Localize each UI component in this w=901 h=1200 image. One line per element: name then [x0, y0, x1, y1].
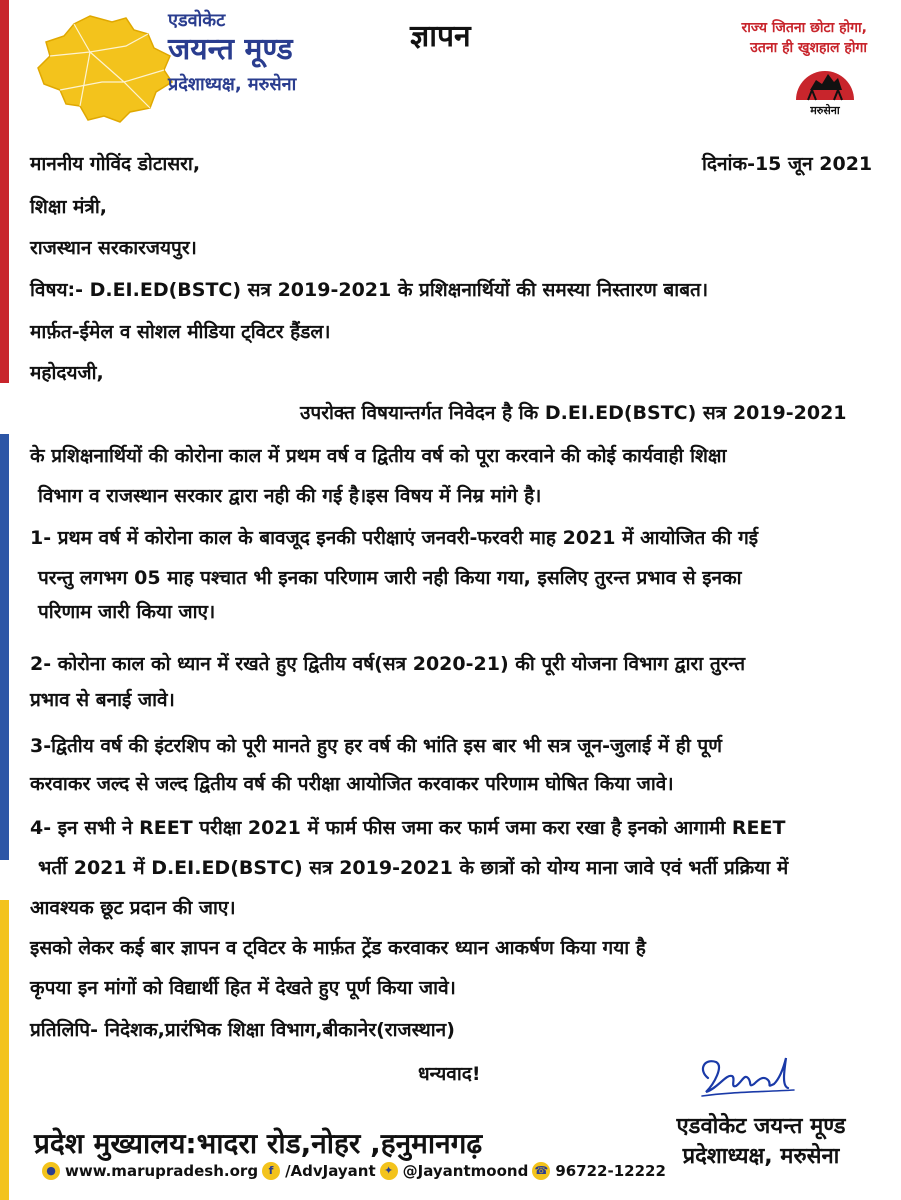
- body-line: 3-द्वितीय वर्ष की इंटरशिप को पूरी मानते हुए हर वर्ष की भांति इस बार भी सत्र जून-जुलाई में ही पूर्ण: [30, 735, 722, 757]
- slogan-line-1: राज्य जितना छोटा होगा,: [741, 20, 867, 36]
- body-line: प्रभाव से बनाई जावे।: [30, 689, 175, 711]
- copy-to-line: प्रतिलिपि- निदेशक,प्रारंभिक शिक्षा विभाग,बीकानेर(राजस्थान): [30, 1019, 455, 1041]
- emblem-text: मरुसेना: [810, 104, 840, 117]
- letterhead: [0, 0, 901, 130]
- body-line: 4- इन सभी ने REET परीक्षा 2021 में फार्म फीस जमा कर फार्म जमा करा रखा है इनको आगामी REET: [30, 817, 786, 839]
- body-line: कृपया इन मांगों को विद्यार्थी हित में देखते हुए पूर्ण किया जावे।: [30, 977, 456, 999]
- signatory-role: प्रदेशाध्यक्ष, मरुसेना: [682, 1144, 840, 1169]
- thanks: धन्यवाद!: [418, 1063, 481, 1085]
- marusena-emblem-icon: [786, 60, 864, 122]
- brand-prefix: एडवोकेट: [168, 10, 226, 31]
- slogan: [677, 18, 867, 58]
- facebook-link[interactable]: /AdvJayant: [285, 1162, 376, 1180]
- document-title: ज्ञापन: [410, 19, 471, 54]
- body-line: आवश्यक छूट प्रदान की जाए।: [30, 897, 236, 919]
- body-line: भर्ती 2021 में D.EI.ED(BSTC) सत्र 2019-2021 के छात्रों को योग्य माना जावे एवं भर्ती प्रक्रिया में: [38, 857, 789, 879]
- recipient-name: माननीय गोविंद डोटासरा,: [30, 153, 201, 175]
- headquarters-address: प्रदेश मुख्यालय:भादरा रोड,नोहर ,हनुमानगढ़: [34, 1127, 483, 1160]
- brand-block: [168, 10, 296, 98]
- signature-image: [690, 1048, 800, 1108]
- signatory-block: [636, 1112, 886, 1172]
- via-line: मार्फ़त-ईमेल व सोशल मीडिया ट्विटर हैंडल।: [30, 321, 331, 343]
- side-bar-yellow: [0, 900, 9, 1200]
- brand-name: जयन्त मूण्ड: [168, 32, 293, 67]
- subject-line: विषय:- D.EI.ED(BSTC) सत्र 2019-2021 के प्रशिक्षनार्थियों की समस्या निस्तारण बाबत।: [30, 279, 709, 301]
- body-line: विभाग व राजस्थान सरकार द्वारा नही की गई है।इस विषय में निम्र मांगे है।: [38, 485, 542, 507]
- body-line: परन्तु लगभग 05 माह पश्चात भी इनका परिणाम जारी नही किया गया, इसलिए तुरन्त प्रभाव से इनका: [38, 567, 742, 589]
- body-line: 2- कोरोना काल को ध्यान में रखते हुए द्वितीय वर्ष(सत्र 2020-21) की पूरी योजना विभाग द्वारा तुरन्त: [30, 653, 746, 675]
- body-line: के प्रशिक्षनार्थियों की कोरोना काल में प्रथम वर्ष व द्वितीय वर्ष को पूरा करवाने की कोई कार्यवाही शिक्षा: [30, 445, 727, 467]
- body-line: इसको लेकर कई बार ज्ञापन व ट्विटर के मार्फ़त ट्रेंड करवाकर ध्यान आकर्षण किया गया है: [30, 937, 646, 959]
- phone-icon: ☎: [532, 1162, 550, 1180]
- side-bar-blue: [0, 434, 9, 860]
- twitter-link[interactable]: @Jayantmoond: [402, 1162, 529, 1180]
- phone-number[interactable]: 96722-12222: [555, 1162, 666, 1180]
- globe-icon: ●: [42, 1162, 60, 1180]
- rajasthan-map-icon: [30, 12, 180, 124]
- body-line: करवाकर जल्द से जल्द द्वितीय वर्ष की परीक्षा आयोजित करवाकर परिणाम घोषित किया जावे।: [30, 773, 674, 795]
- contact-row: [38, 1162, 666, 1180]
- recipient-address: राजस्थान सरकारजयपुर।: [30, 237, 197, 259]
- recipient-title: शिक्षा मंत्री,: [30, 196, 107, 218]
- slogan-line-2: उतना ही खुशहाल होगा: [750, 40, 867, 56]
- website-link[interactable]: www.marupradesh.org: [65, 1162, 259, 1180]
- facebook-icon: f: [262, 1162, 280, 1180]
- twitter-icon: ✦: [380, 1162, 398, 1180]
- salutation: महोदयजी,: [30, 362, 104, 384]
- signatory-name: एडवोकेट जयन्त मूण्ड: [676, 1114, 846, 1139]
- body-line: 1- प्रथम वर्ष में कोरोना काल के बावजूद इनकी परीक्षाएं जनवरी-फरवरी माह 2021 में आयोजित की गई: [30, 527, 759, 549]
- body-line: उपरोक्त विषयान्तर्गत निवेदन है कि D.EI.ED(BSTC) सत्र 2019-2021: [300, 402, 847, 424]
- letter-date: दिनांक-15 जून 2021: [702, 153, 873, 175]
- brand-role: प्रदेशाध्यक्ष, मरुसेना: [168, 74, 297, 95]
- body-line: परिणाम जारी किया जाए।: [38, 601, 216, 623]
